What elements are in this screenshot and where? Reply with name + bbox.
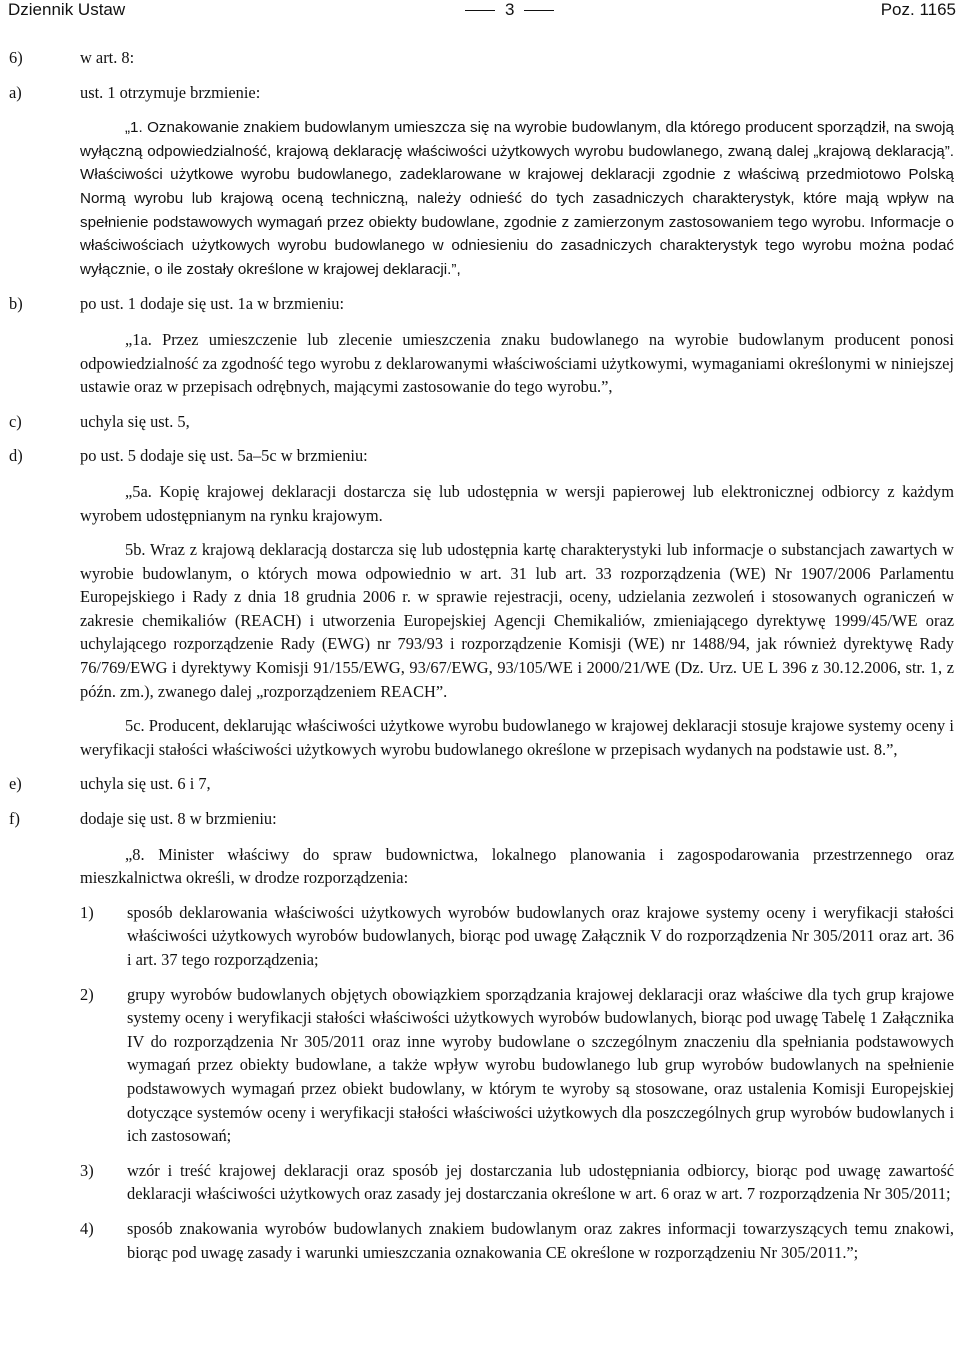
point-d — [9, 444, 954, 468]
list-item-3 — [80, 1159, 954, 1206]
list-item-marker: 4) — [80, 1218, 94, 1238]
point-marker: b) — [9, 294, 23, 314]
list-item-marker: 1) — [80, 902, 94, 922]
point-text: uchyla się ust. 6 i 7, — [80, 774, 211, 794]
point-text: dodaje się ust. 8 w brzmieniu: — [80, 809, 277, 829]
position-number: Poz. 1165 — [880, 0, 956, 19]
point-b — [9, 292, 954, 316]
page-header — [0, 0, 960, 22]
point-marker: e) — [9, 774, 22, 794]
item-6 — [9, 46, 954, 70]
quoted-paragraph-5b: 5b. Wraz z krajową deklaracją dostarcza się lub udostępnia kartę charakterystyki lub informacje o substancjach zawartych w wyrobie budowlanym, o których mowa odpowiednio w art. 31 lub art. 33 rozporządzenia (WE) Nr 1907/2006 Parlamentu Europejskiego i Rady z dnia 18 grudnia 2006 r. w sprawie rejestracji, oceny, udzielania zezwoleń i stosowanych ograniczeń w zakresie chemikaliów (REACH) i utworzenia Europejskiej Agencji Chemikaliów, zmieniającego dyrektywę 1999/45/WE oraz uchylającego rozporządzenie Rady (EWG) nr 793/93 i rozporządzenie Komisji (WE) nr 1488/94, jak również dyrektywę Rady 76/769/EWG i dyrektywy Komisji 91/155/EWG, 93/67/EWG, 93/105/WE i 2000/21/WE (Dz. Urz. UE L 396 z 30.12.2006, str. 1, z późn. zm.), zwanego dalej „rozporządzeniem REACH”. — [80, 540, 954, 701]
item-marker: 6) — [9, 48, 23, 67]
point-f — [9, 807, 954, 831]
quoted-paragraph-5a: „5a. Kopię krajowej deklaracji dostarcza się lub udostępnia w wersji papierowej lub elektronicznej odbiorcy z każdym wyrobem udostępnianym na rynku krajowym. — [80, 481, 954, 525]
list-item-marker: 2) — [80, 984, 94, 1004]
point-text: po ust. 1 dodaje się ust. 1a w brzmieniu: — [80, 294, 345, 314]
list-item-2 — [80, 983, 954, 1148]
point-text: po ust. 5 dodaje się ust. 5a–5c w brzmieniu: — [80, 446, 368, 466]
point-text: uchyla się ust. 5, — [80, 411, 190, 431]
document-body — [9, 46, 954, 1264]
page-number-dash-right — [524, 10, 554, 11]
point-a — [9, 81, 954, 105]
point-marker: a) — [9, 82, 22, 102]
point-marker: d) — [9, 446, 23, 466]
list-item-text: grupy wyrobów budowlanych objętych obowiązkiem sporządzania krajowej deklaracji oraz właściwe dla tych grup krajowe systemy oceny i weryfikacji stałości właściwości użytkowych wyrobów budowlanych, biorąc pod uwagę Tabelę 1 Załącznika IV do rozporządzenia Nr 305/2011 oraz inne wyroby budowlane o szczególnym znaczeniu dla spełniania podstawowych wymagań przez obiekty budowlane, a także wpływ wyrobu budowlanego lub grup wyrobów budowlanych na spełnienie podstawowych wymagań przez obiekt budowlany, w którym te wyroby są stosowane, oraz ustalenia Komisji Europejskiej dotyczące systemów oceny i weryfikacji stałości właściwości użytkowych dla poszczególnych grup wyrobów budowlanych i ich zastosowań; — [127, 984, 954, 1146]
list-item-marker: 3) — [80, 1160, 94, 1180]
journal-title: Dziennik Ustaw — [8, 0, 126, 19]
quoted-paragraph-5c: 5c. Producent, deklarując właściwości użytkowe wyrobu budowlanego w krajowej deklaracji stosuje krajowe systemy oceny i weryfikacji stałości właściwości użytkowych wyrobu budowlanego określone w przepisach wydanych na podstawie ust. 8.”, — [80, 716, 954, 759]
list-item-4 — [80, 1217, 954, 1264]
page-number: 3 — [505, 0, 515, 19]
quoted-paragraph-1: „1. Oznakowanie znakiem budowlanym umieszcza się na wyrobie budowlanym, dla którego producent sporządził, na swoją wyłączną odpowiedzialność, krajową deklarację właściwości użytkowych wyrobu budowlanego, zwaną dalej „krajową deklaracją”. Właściwości użytkowe wyrobu budowlanego, zadeklarowane w krajowej deklaracji zgodnie z właściwą przedmiotowo Polską Normą wyrobu lub krajową oceną techniczną, należy odnieść do tych zasadniczych charakterystyk, które mają wpływ na spełnienie podstawowych wymagań przez obiekty budowlane, zgodnie z zamierzonym zastosowaniem tego wyrobu. Informacje o właściwościach użytkowych wyrobu budowlanego w odniesieniu do zasadniczych charakterystyk tego wyrobu można podać wyłącznie, o ile zostały określone w krajowej deklaracji.”, — [80, 119, 954, 278]
point-c — [9, 410, 954, 434]
quoted-paragraph-1a: „1a. Przez umieszczenie lub zlecenie umieszczenia znaku budowlanego na wyrobie budowlanym producent ponosi odpowiedzialność za zgodność tego wyrobu z deklarowanymi właściwościami użytkowymi, wymaganiami określonymi w niniejszej ustawie oraz w przepisach odrębnych, mającymi zastosowanie do tego wyrobu.”, — [80, 329, 954, 397]
quoted-paragraph-8: „8. Minister właściwy do spraw budownictwa, lokalnego planowania i zagospodarowania przestrzennego oraz mieszkalnictwa określi, w drodze rozporządzenia: — [80, 844, 954, 888]
point-text: ust. 1 otrzymuje brzmienie: — [80, 82, 261, 102]
point-marker: c) — [9, 411, 22, 431]
point-marker: f) — [9, 809, 20, 829]
page-number-block — [465, 0, 554, 20]
point-e — [9, 772, 954, 796]
list-item-text: sposób znakowania wyrobów budowlanych znakiem budowlanym oraz zakres informacji towarzyszących temu znakowi, biorąc pod uwagę zasady i warunki umieszczania oznakowania CE określone w rozporządzeniu Nr 305/2011.”; — [127, 1218, 954, 1262]
list-item-1 — [80, 901, 954, 972]
list-item-text: sposób deklarowania właściwości użytkowych wyrobów budowlanych oraz krajowe systemy oceny i weryfikacji stałości właściwości użytkowych wyrobów budowlanych, biorąc pod uwagę Załącznik V do rozporządzenia Nr 305/2011 oraz art. 36 i art. 37 tego rozporządzenia; — [127, 902, 954, 969]
list-item-text: wzór i treść krajowej deklaracji oraz sposób jej dostarczania lub udostępniania odbiorcy, biorąc pod uwagę zawartość deklaracji właściwości użytkowych oraz zasady jej dostarczania określone w art. 6 oraz w art. 7 rozporządzenia Nr 305/2011; — [127, 1160, 954, 1204]
page-number-dash-left — [465, 10, 495, 11]
item-text: w art. 8: — [80, 48, 135, 67]
